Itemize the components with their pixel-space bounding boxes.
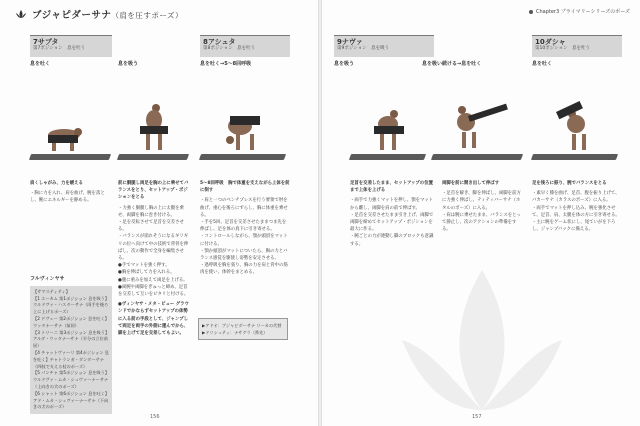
lotus-icon [14,9,28,19]
left-page [0,0,318,426]
step-header-9: 9ナヴァ 第9ポジション 息を吸う [334,35,434,57]
step-header-8: 8アシュタ 第8ポジション 息を吐う [200,35,290,57]
step-text-setup: 前に胴腿し両足を胸の上に乗せてバランスをとり、セットアップ・ポジションをとる ・力強く胴腿し胸の上に太腿を乗せ、両脚を胸に巻き付ける。 ・足を反転させて足首を交差させる。 ・バランスが崩れそうになるギリギリの位へ向けて中の技術で背骨を伸ばし、次の動作で全身を編集させる。 ●手でマットを強く押す。 ●胸を伸ばして力を入れる。 ●腹に重みを加えて両足を上げる。 ●両腕や両脚をぎゅっと締め、足首を交差して互いをピタリと付ける。 ●ヴィンヤサ・メタ・ビュー グラウンドでかならずセットアップの体勢に入る前の手段として、ジャンプして両足を両手の外側に運んでから、脚を上げて足を交差してもよい。 [118,181,189,337]
breath-label: 息を吸う [118,61,139,67]
vinyasa-list: 【サマスティティ】 【1 エーカム 第1ポジション 息を吸う】ウルドヴァ・ハスターサナ（両手を後ろ上に上げるポーズ） 【2 ドヴェー 第2ポジション 息を吐く】ウッタナーサナ（前屈） 【3 トリーニ 第3ポジション 息を吸う】アルダ・ウッタナーサナ（半分の立位前屈） 【4 チャットヴァーリ 第4ポジション 息を吐く】チャトランガ・ダンダーサナ（四肢で支える杖のポーズ） 【5 パンチャ 第5ポジション 息を吸う】ウルドヴァ・ムカ・シュヴァーナーサナ（上向きの犬のポーズ） 【6 シャット 第6ポジション 息を吐く】アド・ムカ・シュヴァーナーサナ（下向きの犬のポーズ） [30,286,112,414]
pose-photo-setup [118,98,188,160]
lotus-watermark [382,250,582,420]
step-text-9: 足首を交差したまま、セットアップの位置まで上体を上げる ・両手で力強くマットを押し、顎をマットから離し、両脚を肩の前で伸ばす。 ・足首を交差させたまま引き上げ、両脚で両脚を締めてセットアップ・ポジションを最大に作る。 ・腕ごとの力が連動し脚のブロックも意識する。 [350,181,434,247]
chapter-bullet-icon [529,10,533,14]
full-vinyasa-sidebar: フルヴィンヤサ 【サマスティティ】 【1 エーカム 第1ポジション 息を吸う】ウルドヴァ・ハスターサナ（両手を後ろ上に上げるポーズ） 【2 ドヴェー 第2ポジション 息を吐く】ウッタナーサナ（前屈） 【3 トリーニ 第3ポジション 息を吸う】アルダ・ウッタナーサナ（半分の立位前屈） 【4 チャットヴァーリ 第4ポジション 息を吐く】チャトランガ・ダンダーサナ（四肢で支える杖のポーズ） 【5 パンチャ 第5ポジション 息を吸う】ウルドヴァ・ムカ・シュヴァーナーサナ（上向きの犬のポーズ） 【6 シャット 第6ポジション 息を吐く】アド・ムカ・シュヴァーナーサナ（下向きの犬のポーズ） [30,276,112,414]
pose-photo-9 [350,100,425,160]
pose-photo-8 [200,100,285,160]
step-text-7: 肩くしゃがみ、力を緩える ・胸に力を入れ、肩を曲げ、腕を落とし、腕にエネルギーを静める。 [30,181,105,204]
page-number-right: 157 [472,414,482,420]
breath-label: 息を吐く [532,61,553,67]
breath-label: 息を吸い続ける→息を吐く [422,61,482,67]
step-header-7: 7サプタ 第7ポジション 息を吐う [30,35,112,57]
page-number-left: 156 [150,414,160,420]
drishti-note: ▶アドオ：ブジャピダーサナ リーカの代替 ▶ドリシュティ：ナサグラ（鼻先） [198,318,288,340]
chapter-label: Chapter3 プライマリーシリーズのポーズ [529,8,630,15]
step-header-10: 10ダシャ 第10ポジション 息を吐う [532,35,622,57]
title-row [14,7,183,21]
breath-label: 息を吐く [30,61,51,67]
breath-label: 息を吐く→5～8回呼吸 [200,61,252,67]
step-text-8: 5～8回呼吸 胸で体重を支えながら上体を前に倒す ・肩と一つのベンチプレスを行う要領で肘を曲げ、重心を後ろにずらし、胸に体重を乗せる。 ・手を5回、足首を交差させたままつま先を伸ばし、足を体の真下に引き寄せる。 ・コントロールしながら、顎か頭頂をマットに付ける。 ・顎か頭頂がマットについたら、胸の力とバランス感覚を駆使し姿勢を安定させる。 ・過呼吸を胸を張り、胸の力を肩と背中の筋肉を使い、体幹をまとめる。 [200,181,290,276]
step-text-tittibhasana: 両脚を前に開き出して伸ばす ・足首を解き、脚を伸ばし、両脚を前方に力強く伸ばし、ティティバーサナ（ホタルのポーズ）に入る。 ・肩は腕に乗せたまま、バランスをとって静止し、次のアクションの準備をする。 [442,181,521,233]
breath-label: 息を吸う [334,61,355,67]
pose-photo-10 [532,98,617,160]
pose-photo-7 [30,105,110,160]
page-title: ブジャピダーサナ（肩を圧すポーズ） [32,10,184,21]
pose-photo-tittibhasana [432,96,522,160]
right-page [322,0,640,426]
step-text-10: 足を後ろに振り、腕でバランスをとる ・素早く膝を曲げ、足首、腹を振り上げて、バカーサナ（カラスのポーズ）に入る。 ・両手でマットを押し込み、腕を強化させて、足首、肩、太腿を体の方に引き寄せる。 ・主に腕をゲーム状にし、尾ていがを下ろし、ジャンプバックに備える。 [532,181,620,233]
